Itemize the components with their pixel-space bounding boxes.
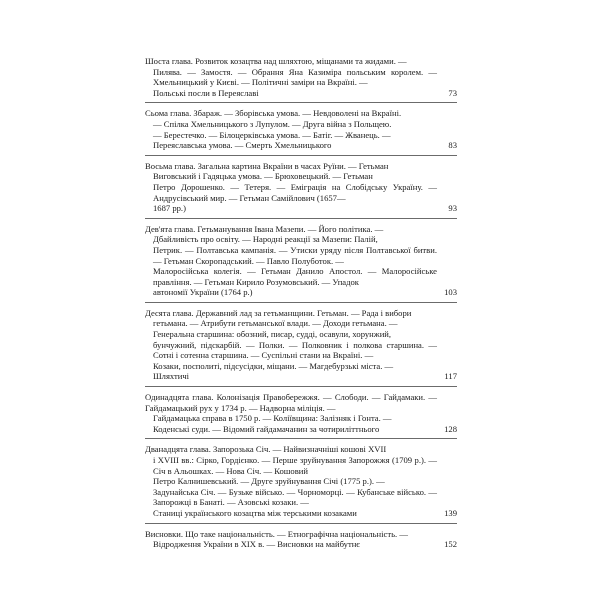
toc-line: Дев'ята глава. Гетьманування Івана Мазепи. — Його політика. — xyxy=(145,223,384,234)
toc-entry-chapter-10 xyxy=(145,308,457,382)
divider xyxy=(145,302,457,303)
toc-line: Сьома глава. Збараж. — Зборівська умова. — Невдоволені на Вкраїні. xyxy=(145,108,402,119)
toc-entry-conclusions xyxy=(145,529,457,550)
toc-entry-chapter-9 xyxy=(145,224,457,298)
table-of-contents xyxy=(145,56,457,550)
toc-line: Висновки. Що таке національність. — Етнографічна національність. — xyxy=(145,528,408,539)
toc-line: — Берестечко. — Білоцерківська умова. — Батіг. — Жванець. — xyxy=(153,129,391,140)
toc-line: Польські посли в Переяславі xyxy=(153,87,259,98)
toc-line: і XVIII вв.: Сірко, Гордієнко. — Перше зруйнування Запорожжя (1709 р.). — Січ в Альошках. — Нова Січ. — Кошовий xyxy=(153,455,437,476)
toc-line: Дванадцята глава. Запорозька Січ. — Найвизначніші кошові XVII xyxy=(145,444,387,455)
toc-line: Генеральна старшина: обозний, писар, судді, осавули, хорунжий, xyxy=(153,329,392,340)
toc-entry-chapter-7 xyxy=(145,108,457,150)
divider xyxy=(145,523,457,524)
toc-line: Шоста глава. Розвиток козацтва над шляхтою, міщанами та жидами. — xyxy=(145,56,407,66)
toc-line: Петрик. — Полтавська кампанія. — Утиски уряду після Полтавської битви. — Гетьман Скоропадський. — Павло Полуботок. — xyxy=(153,244,437,266)
toc-line: Пилява. — Замостя. — Обрання Яна Казиміра польським королем. — Хмельницький у Києві. — Політичні заміри на Вкраїні. — xyxy=(153,66,437,88)
toc-page-number: 139 xyxy=(444,507,457,518)
divider xyxy=(145,218,457,219)
toc-line: Задунайська Січ. — Бузьке військо. — Чорноморці. — Кубанське військо. — Запорожці в Банаті. — Азовські козаки. — xyxy=(153,486,437,508)
toc-page-number: 152 xyxy=(444,539,457,550)
toc-page-number: 73 xyxy=(448,87,457,98)
divider xyxy=(145,155,457,156)
toc-page-number: 83 xyxy=(448,140,457,151)
toc-entry-chapter-11 xyxy=(145,392,457,434)
toc-line: Станиці українського козацтва між терськими козаками xyxy=(153,507,357,518)
toc-entry-chapter-12 xyxy=(145,444,457,518)
toc-page-number: 103 xyxy=(444,287,457,298)
toc-line: Петро Дорошенко. — Тетеря. — Еміграція на Слобідську Україну. — Андрусівський мир. — Гетьман Самійлович (1657— xyxy=(153,181,437,203)
toc-line: Петро Калнишевський. — Друге зруйнування Січі (1775 р.). — xyxy=(153,476,385,487)
toc-line: Шляхтичі xyxy=(153,371,190,382)
toc-line: Гайдамацька справа в 1750 р. — Коліївщина: Залізняк і Гонта. — xyxy=(153,413,392,424)
toc-line: Десята глава. Державний лад за гетьманщини. Гетьман. — Рада і вибори xyxy=(145,307,412,318)
toc-line: бунчужний, підскарбій. — Полки. — Полковник і полкова старшина. — Сотні і сотенна старшина. — Суспільні стани на Вкраїні. — xyxy=(153,339,437,361)
toc-line: автономії України (1764 р.) xyxy=(153,287,253,298)
divider xyxy=(145,438,457,439)
toc-line: Виговський і Гадяцька умова. — Брюховецький. — Гетьман xyxy=(153,171,373,182)
toc-entry-chapter-6 xyxy=(145,56,457,98)
toc-page-number: 117 xyxy=(444,371,457,382)
toc-page-number: 128 xyxy=(444,423,457,434)
toc-line: Дбайливість про освіту. — Народні реакції за Мазепи: Палій, xyxy=(153,234,378,245)
toc-line: Малоросійська колегія. — Гетьман Данило Апостол. — Малоросійське правління. — Гетьман Кирило Розумовський. — Упадок xyxy=(153,266,437,287)
divider xyxy=(145,386,457,387)
toc-line: 1687 рр.) xyxy=(153,203,186,214)
toc-page-number: 93 xyxy=(448,203,457,214)
toc-line: Відродження України в XIX в. — Висновки на майбутнє xyxy=(153,539,360,550)
divider xyxy=(145,102,457,103)
toc-line: Одинадцята глава. Колонізація Правобережжя. — Слободи. — Гайдамаки. — Гайдамацький рух у 1734 р. — Надворна міліція. — xyxy=(145,392,437,413)
toc-line: гетьмана. — Атрибути гетьманської влади. — Доходи гетьмана. — xyxy=(153,318,398,329)
toc-line: Восьма глава. Загальна картина Вкраїни в часах Руїни. — Гетьман xyxy=(145,160,389,171)
toc-line: — Спілка Хмельницького з Лупулом. — Друга війна з Польщею. xyxy=(153,118,392,129)
toc-line: Переяславська умова. — Смерть Хмельницького xyxy=(153,140,332,151)
toc-line: Козаки, посполиті, підсусідки, міщани. — Магдебурзькі міста. — xyxy=(153,360,394,371)
toc-line: Коденські суди. — Відомий гайдамачанин за чотириліттнього xyxy=(153,423,380,434)
toc-entry-chapter-8 xyxy=(145,161,457,214)
